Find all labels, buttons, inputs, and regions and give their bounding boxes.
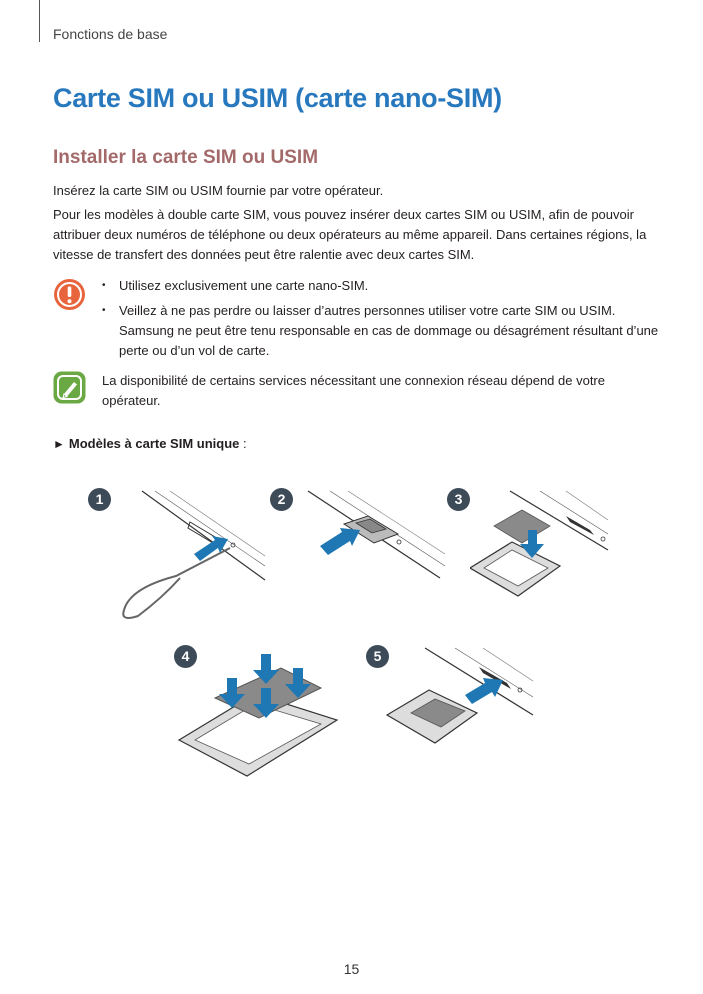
step-badge-3: 3 bbox=[447, 488, 470, 511]
caution-item: • Veillez à ne pas perdre ou laisser d’autres personnes utiliser votre carte SIM ou USIM. Samsung ne peut être tenu responsable en cas de dommage ou désagrément résultant d’une perte ou d’un vol de carte. bbox=[102, 301, 662, 361]
step-3-illustration bbox=[470, 488, 620, 600]
page-number: 15 bbox=[343, 961, 360, 977]
step-2-illustration bbox=[300, 488, 450, 583]
caution-list bbox=[102, 276, 662, 366]
page-title: Carte SIM ou USIM (carte nano-SIM) bbox=[53, 83, 502, 113]
step-badge-2: 2 bbox=[270, 488, 293, 511]
step-5-illustration bbox=[385, 645, 540, 750]
dual-sim-paragraph: Pour les modèles à double carte SIM, vous pouvez insérer deux cartes SIM ou USIM, afin de pouvoir attribuer deux numéros de téléphone ou deux opérateurs au même appareil. Dans certaines régions, la vitesse de transfert des données peut être ralentie avec deux cartes SIM. bbox=[53, 207, 647, 262]
section-header: Fonctions de base bbox=[53, 26, 168, 42]
section-subtitle: Installer la carte SIM ou USIM bbox=[53, 147, 319, 168]
step-1-illustration bbox=[110, 488, 270, 623]
model-label: Modèles à carte SIM unique bbox=[68, 436, 240, 451]
triangle-arrow-icon: ► bbox=[53, 437, 65, 451]
step-4-illustration bbox=[175, 648, 345, 780]
model-heading bbox=[53, 436, 247, 451]
step-badge-5: 5 bbox=[366, 645, 389, 668]
note-icon bbox=[53, 371, 86, 404]
caution-item: • Utilisez exclusivement une carte nano-SIM. bbox=[102, 276, 662, 296]
step-badge-1: 1 bbox=[88, 488, 111, 511]
caution-icon bbox=[53, 278, 86, 311]
model-suffix: : bbox=[239, 436, 247, 451]
intro-paragraph: Insérez la carte SIM ou USIM fournie par votre opérateur. bbox=[53, 183, 384, 198]
step-badge-4: 4 bbox=[174, 645, 197, 668]
note-text: La disponibilité de certains services nécessitant une connexion réseau dépend de votre opérateur. bbox=[102, 373, 605, 408]
header-rule bbox=[39, 0, 40, 42]
